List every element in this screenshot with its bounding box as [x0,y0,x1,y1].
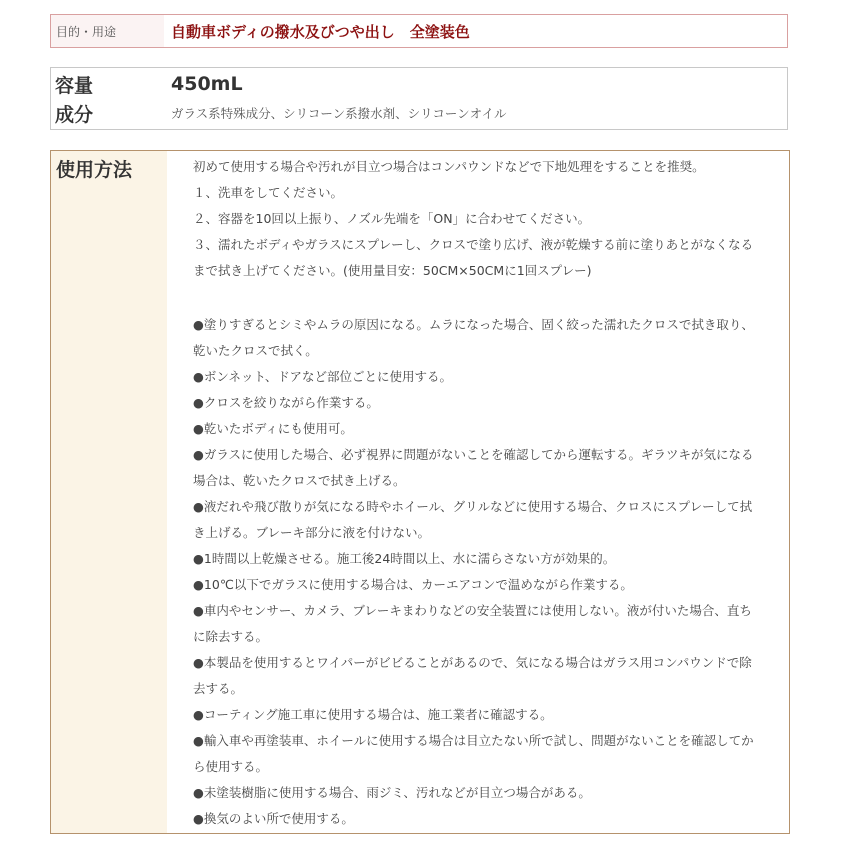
usage-line: ２、容器を10回以上振り、ノズル先端を「ON」に合わせてください。 [193,211,591,226]
usage-line: ●液だれや飛び散りが気になる時やホイール、グリルなどに使用する場合、クロスにスプレーして拭 [193,499,753,514]
usage-line: ●コーティング施工車に使用する場合は、施工業者に確認する。 [193,707,553,722]
usage-line: 場合は、乾いたクロスで拭き上げる。 [193,473,406,488]
usage-line: まで拭き上げてください。(使用量目安：50CM×50CMに1回スプレー) [193,263,592,278]
usage-line [193,284,779,312]
usage-line: 初めて使用する場合や汚れが目立つ場合はコンパウンドなどで下地処理をすることを推奨。 [193,159,705,174]
usage-line: ３、濡れたボディやガラスにスプレーし、クロスで塗り広げ、液が乾燥する前に塗りあとがなくなる [193,237,754,252]
usage-line: ら使用する。 [193,759,269,774]
usage-line: ●ガラスに使用した場合、必ず視界に問題がないことを確認してから運転する。ギラツキが気になる [193,447,754,462]
usage-label: 使用方法 [51,151,167,833]
usage-line: 去する。 [193,681,244,696]
usage-line: ●本製品を使用するとワイパーがビビることがあるので、気になる場合はガラス用コンパウンドで除 [193,655,752,670]
usage-line: ●未塗装樹脂に使用する場合、雨ジミ、汚れなどが目立つ場合がある。 [193,785,591,800]
capacity-row [51,69,787,99]
purpose-value: 自動車ボディの撥水及びつや出し 全塗装色 [171,23,470,41]
usage-instructions [167,151,789,833]
usage-line: ●クロスを絞りながら作業する。 [193,395,379,410]
spec-table [50,67,788,130]
ingredients-label: 成分 [55,103,94,126]
usage-line: ●1時間以上乾燥させる。施工後24時間以上、水に濡らさない方が効果的。 [193,551,616,566]
capacity-label: 容量 [55,74,94,97]
usage-line: ●塗りすぎるとシミやムラの原因になる。ムラになった場合、固く絞った濡れたクロスで拭き取り、 [193,317,754,332]
usage-line: ●乾いたボディにも使用可。 [193,421,353,436]
usage-line: ●換気のよい所で使用する。 [193,811,354,826]
usage-line: ●10℃以下でガラスに使用する場合は、カーエアコンで温めながら作業する。 [193,577,633,592]
usage-line: き上げる。ブレーキ部分に液を付けない。 [193,525,431,540]
usage-section [50,150,790,834]
capacity-value: 450mL [171,73,243,95]
ingredients-row [51,98,787,128]
usage-line: １、洗車をしてください。 [193,185,344,200]
usage-line: ●輸入車や再塗装車、ホイールに使用する場合は目立たない所で試し、問題がないことを確認してか [193,733,754,748]
usage-line: ●ボンネット、ドアなど部位ごとに使用する。 [193,369,453,384]
usage-line: 乾いたクロスで拭く。 [193,343,318,358]
usage-line: に除去する。 [193,629,269,644]
purpose-label: 目的・用途 [51,15,164,47]
purpose-row [50,14,788,48]
ingredients-value: ガラス系特殊成分、シリコーン系撥水剤、シリコーンオイル [171,106,507,121]
usage-line: ●車内やセンサー、カメラ、ブレーキまわりなどの安全装置には使用しない。液が付いた場合、直ち [193,603,752,618]
